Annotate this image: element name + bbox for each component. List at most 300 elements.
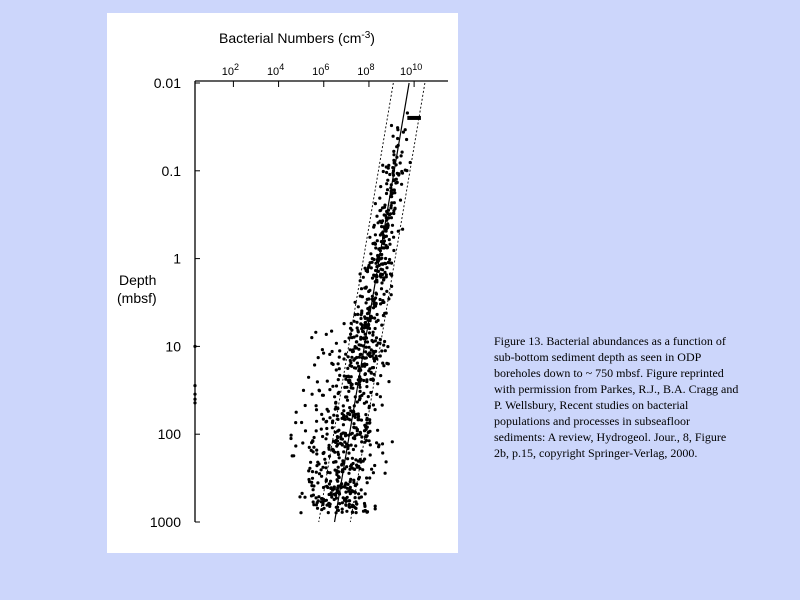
data-point bbox=[355, 356, 358, 359]
data-point bbox=[388, 261, 391, 264]
data-point bbox=[364, 324, 367, 327]
data-point bbox=[329, 503, 332, 506]
data-point bbox=[341, 412, 344, 415]
data-point bbox=[347, 355, 350, 358]
data-point bbox=[373, 258, 376, 261]
data-point bbox=[344, 491, 347, 494]
regression-line bbox=[335, 83, 410, 522]
data-point bbox=[390, 293, 393, 296]
data-point bbox=[355, 511, 358, 514]
data-point bbox=[340, 433, 343, 436]
data-point bbox=[346, 457, 349, 460]
data-point bbox=[362, 379, 365, 382]
data-point bbox=[331, 385, 334, 388]
data-point bbox=[372, 403, 375, 406]
data-point bbox=[310, 481, 313, 484]
data-point bbox=[401, 228, 404, 231]
data-point bbox=[352, 422, 355, 425]
data-point bbox=[347, 390, 350, 393]
data-point bbox=[385, 273, 388, 276]
data-point bbox=[316, 461, 319, 464]
data-point bbox=[338, 502, 341, 505]
data-point bbox=[315, 429, 318, 432]
data-point bbox=[401, 172, 404, 175]
data-point bbox=[355, 321, 358, 324]
data-point bbox=[350, 322, 353, 325]
data-point bbox=[298, 495, 301, 498]
data-point bbox=[397, 230, 400, 233]
data-point bbox=[409, 161, 412, 164]
data-point bbox=[356, 313, 359, 316]
data-point bbox=[193, 401, 196, 404]
data-point bbox=[335, 368, 338, 371]
data-point bbox=[356, 428, 359, 431]
data-point bbox=[335, 342, 338, 345]
x-tick-label: $10^6$ bbox=[312, 62, 330, 78]
data-point bbox=[379, 209, 382, 212]
data-point bbox=[322, 486, 325, 489]
data-point bbox=[384, 262, 387, 265]
data-point bbox=[388, 173, 391, 176]
data-point bbox=[334, 402, 337, 405]
data-point bbox=[341, 459, 344, 462]
data-point bbox=[336, 418, 339, 421]
data-point bbox=[375, 393, 378, 396]
data-point bbox=[388, 213, 391, 216]
data-point bbox=[393, 191, 396, 194]
data-point bbox=[359, 338, 362, 341]
data-point bbox=[327, 511, 330, 514]
data-point bbox=[328, 444, 331, 447]
data-point bbox=[344, 340, 347, 343]
data-point bbox=[378, 197, 381, 200]
data-point bbox=[369, 391, 372, 394]
y-tick-label: 1000 bbox=[149, 514, 181, 530]
data-point bbox=[354, 491, 357, 494]
x-tick-label: $10^4$ bbox=[266, 62, 285, 78]
data-point bbox=[387, 362, 390, 365]
data-point bbox=[365, 378, 368, 381]
data-point bbox=[300, 421, 303, 424]
scatter-chart bbox=[107, 13, 458, 553]
data-point bbox=[359, 353, 362, 356]
data-point bbox=[388, 258, 391, 261]
data-point bbox=[379, 338, 382, 341]
data-point bbox=[328, 353, 331, 356]
data-point bbox=[369, 355, 372, 358]
data-point bbox=[315, 404, 318, 407]
data-point bbox=[358, 343, 361, 346]
data-point bbox=[365, 476, 368, 479]
data-point bbox=[193, 393, 196, 396]
data-point bbox=[315, 449, 318, 452]
data-point bbox=[336, 414, 339, 417]
data-point bbox=[385, 171, 388, 174]
data-point bbox=[360, 394, 363, 397]
data-point bbox=[318, 472, 321, 475]
data-point bbox=[358, 467, 361, 470]
data-point bbox=[330, 330, 333, 333]
data-point bbox=[307, 376, 310, 379]
data-point bbox=[365, 301, 368, 304]
data-point bbox=[299, 511, 302, 514]
data-point bbox=[337, 466, 340, 469]
data-point bbox=[372, 471, 375, 474]
data-point bbox=[313, 436, 316, 439]
data-point bbox=[392, 150, 395, 153]
y-tick-label: 10 bbox=[165, 338, 181, 355]
data-point bbox=[377, 443, 380, 446]
data-point bbox=[379, 233, 382, 236]
figure-panel bbox=[107, 13, 458, 553]
data-point bbox=[373, 317, 376, 320]
data-point bbox=[378, 220, 381, 223]
data-point bbox=[331, 350, 334, 353]
data-point bbox=[347, 472, 350, 475]
data-point bbox=[337, 362, 340, 365]
data-point bbox=[193, 384, 196, 387]
data-point bbox=[344, 500, 347, 503]
data-point bbox=[353, 426, 356, 429]
data-point bbox=[304, 429, 307, 432]
data-point bbox=[348, 506, 351, 509]
data-point bbox=[369, 453, 372, 456]
data-point bbox=[374, 507, 377, 510]
data-point bbox=[357, 412, 360, 415]
data-point bbox=[328, 448, 331, 451]
data-point bbox=[366, 307, 369, 310]
data-point bbox=[399, 161, 402, 164]
data-point bbox=[351, 466, 354, 469]
data-point bbox=[370, 316, 373, 319]
data-point bbox=[338, 374, 341, 377]
data-point bbox=[353, 366, 356, 369]
data-point bbox=[360, 450, 363, 453]
data-point bbox=[366, 422, 369, 425]
data-point bbox=[372, 352, 375, 355]
data-point bbox=[193, 398, 196, 401]
data-point bbox=[382, 364, 385, 367]
data-point bbox=[329, 471, 332, 474]
data-point bbox=[360, 287, 363, 290]
data-point bbox=[342, 423, 345, 426]
data-point bbox=[316, 481, 319, 484]
data-point bbox=[354, 301, 357, 304]
data-point bbox=[344, 418, 347, 421]
data-point bbox=[333, 498, 336, 501]
data-point bbox=[379, 374, 382, 377]
data-point bbox=[369, 443, 372, 446]
data-point bbox=[375, 357, 378, 360]
data-point bbox=[379, 273, 382, 276]
data-point bbox=[341, 511, 344, 514]
data-point bbox=[366, 481, 369, 484]
data-point bbox=[374, 327, 377, 330]
data-point bbox=[344, 434, 347, 437]
data-point bbox=[331, 421, 334, 424]
data-point bbox=[337, 391, 340, 394]
data-point bbox=[375, 302, 378, 305]
data-point bbox=[381, 268, 384, 271]
data-point bbox=[402, 131, 405, 134]
data-point bbox=[348, 364, 351, 367]
data-point bbox=[315, 408, 318, 411]
data-point bbox=[371, 261, 374, 264]
data-point bbox=[376, 239, 379, 242]
data-point bbox=[383, 213, 386, 216]
data-point bbox=[374, 505, 377, 508]
data-point bbox=[368, 439, 371, 442]
data-point bbox=[380, 263, 383, 266]
data-point bbox=[378, 342, 381, 345]
data-point bbox=[295, 411, 298, 414]
data-point bbox=[390, 231, 393, 234]
data-point bbox=[387, 297, 390, 300]
data-point bbox=[334, 469, 337, 472]
data-point bbox=[365, 286, 368, 289]
data-point bbox=[334, 460, 337, 463]
y-tick-label: 1 bbox=[173, 250, 181, 267]
data-point bbox=[374, 246, 377, 249]
data-point bbox=[392, 153, 395, 156]
data-point bbox=[335, 445, 338, 448]
data-point bbox=[340, 463, 343, 466]
data-point bbox=[352, 481, 355, 484]
data-point bbox=[329, 480, 332, 483]
data-point bbox=[324, 466, 327, 469]
data-point bbox=[371, 242, 374, 245]
data-point bbox=[334, 494, 337, 497]
data-point bbox=[363, 429, 366, 432]
data-point bbox=[336, 478, 339, 481]
data-point bbox=[363, 504, 366, 507]
data-point bbox=[344, 353, 347, 356]
data-point bbox=[376, 382, 379, 385]
data-point bbox=[340, 443, 343, 446]
data-point bbox=[364, 372, 367, 375]
data-point bbox=[365, 418, 368, 421]
data-point bbox=[364, 509, 367, 512]
data-point bbox=[343, 441, 346, 444]
data-point bbox=[405, 169, 408, 172]
data-point bbox=[375, 336, 378, 339]
data-point bbox=[328, 388, 331, 391]
data-point bbox=[193, 345, 196, 348]
data-point bbox=[359, 317, 362, 320]
data-point bbox=[392, 209, 395, 212]
data-point bbox=[351, 504, 354, 507]
data-point bbox=[289, 437, 292, 440]
data-point bbox=[309, 461, 312, 464]
data-point bbox=[318, 389, 321, 392]
data-point bbox=[390, 216, 393, 219]
data-point bbox=[362, 276, 365, 279]
data-point bbox=[348, 503, 351, 506]
data-point bbox=[358, 476, 361, 479]
data-point bbox=[381, 451, 384, 454]
y-tick-label: 0.01 bbox=[153, 75, 181, 91]
data-point bbox=[341, 501, 344, 504]
data-point bbox=[330, 491, 333, 494]
data-point bbox=[374, 339, 377, 342]
data-point bbox=[314, 331, 317, 334]
data-point bbox=[382, 246, 385, 249]
data-point bbox=[364, 435, 367, 438]
data-point bbox=[375, 344, 378, 347]
data-point bbox=[379, 275, 382, 278]
data-point bbox=[355, 340, 358, 343]
data-point bbox=[326, 486, 329, 489]
data-point bbox=[393, 188, 396, 191]
data-point bbox=[316, 380, 319, 383]
y-axis-ticks bbox=[150, 75, 200, 530]
data-point bbox=[345, 465, 348, 468]
data-point bbox=[376, 313, 379, 316]
data-point bbox=[346, 496, 349, 499]
data-point bbox=[325, 333, 328, 336]
data-point bbox=[301, 441, 304, 444]
data-point bbox=[380, 281, 383, 284]
data-point bbox=[310, 449, 313, 452]
data-point bbox=[367, 395, 370, 398]
data-point bbox=[348, 336, 351, 339]
data-point bbox=[351, 511, 354, 514]
data-point bbox=[345, 386, 348, 389]
data-point bbox=[383, 239, 386, 242]
data-point bbox=[374, 262, 377, 265]
data-point bbox=[360, 435, 363, 438]
data-point bbox=[354, 484, 357, 487]
data-point bbox=[338, 367, 341, 370]
data-point bbox=[315, 420, 318, 423]
regression-line-group bbox=[335, 83, 421, 522]
data-point bbox=[350, 356, 353, 359]
data-point bbox=[359, 458, 362, 461]
data-point bbox=[384, 472, 387, 475]
data-point bbox=[373, 373, 376, 376]
data-point bbox=[381, 442, 384, 445]
data-point bbox=[375, 293, 378, 296]
data-point bbox=[349, 359, 352, 362]
data-point bbox=[342, 450, 345, 453]
data-point bbox=[367, 264, 370, 267]
data-point bbox=[359, 295, 362, 298]
data-point bbox=[341, 508, 344, 511]
data-point bbox=[382, 170, 385, 173]
data-point bbox=[383, 340, 386, 343]
data-point bbox=[392, 212, 395, 215]
data-point bbox=[381, 164, 384, 167]
data-point bbox=[366, 312, 369, 315]
data-point bbox=[379, 354, 382, 357]
data-point bbox=[327, 410, 330, 413]
data-point bbox=[336, 430, 339, 433]
data-point bbox=[326, 433, 329, 436]
data-point bbox=[320, 475, 323, 478]
data-point bbox=[323, 458, 326, 461]
data-point bbox=[375, 215, 378, 218]
data-point bbox=[391, 166, 394, 169]
data-point bbox=[372, 331, 375, 334]
data-point bbox=[330, 486, 333, 489]
figure-caption: Figure 13. Bacterial abundances as a function of sub-bottom sediment depth as seen in ODP boreholes down to ~ 750 mbsf. Figure reprinted with permission from Parkes, R.J., B.A. Cragg and P. Wellsbury, Recent studies on bacterial populations and processes in subseafloor sediments: A review, Hydrogeol. Jour., 8, Figure 2b, p.15, copyright Springer-Verlag, 2000. bbox=[494, 334, 739, 460]
data-point bbox=[302, 389, 305, 392]
data-point bbox=[363, 458, 366, 461]
data-point bbox=[357, 305, 360, 308]
data-point bbox=[379, 298, 382, 301]
data-point bbox=[356, 362, 359, 365]
data-point bbox=[381, 404, 384, 407]
data-points bbox=[193, 111, 411, 514]
data-point bbox=[375, 441, 378, 444]
data-point bbox=[315, 452, 318, 455]
data-point bbox=[353, 336, 356, 339]
data-point bbox=[326, 380, 329, 383]
data-point bbox=[374, 408, 377, 411]
data-point bbox=[396, 128, 399, 131]
data-point bbox=[346, 399, 349, 402]
data-point bbox=[390, 124, 393, 127]
data-point bbox=[371, 334, 374, 337]
x-tick-label: $10^{10}$ bbox=[399, 62, 423, 78]
data-point bbox=[396, 181, 399, 184]
data-point bbox=[333, 487, 336, 490]
data-point bbox=[338, 356, 341, 359]
data-point bbox=[325, 427, 328, 430]
data-point bbox=[312, 484, 315, 487]
data-point bbox=[385, 182, 388, 185]
data-point bbox=[389, 272, 392, 275]
data-point bbox=[357, 492, 360, 495]
plot-frame bbox=[195, 81, 448, 522]
x-tick-label: $10^2$ bbox=[221, 62, 240, 78]
data-point bbox=[337, 453, 340, 456]
data-point bbox=[369, 252, 372, 255]
data-point bbox=[386, 345, 389, 348]
data-point bbox=[331, 448, 334, 451]
data-point bbox=[385, 244, 388, 247]
data-point bbox=[348, 406, 351, 409]
data-point bbox=[368, 236, 371, 239]
data-point bbox=[364, 350, 367, 353]
data-point bbox=[370, 266, 373, 269]
data-point bbox=[386, 179, 389, 182]
data-point bbox=[330, 496, 333, 499]
data-point bbox=[353, 434, 356, 437]
data-point bbox=[338, 456, 341, 459]
data-point bbox=[311, 439, 314, 442]
data-point bbox=[368, 405, 371, 408]
y-axis-title-line1: Depth bbox=[119, 272, 157, 288]
data-point bbox=[386, 188, 389, 191]
data-point bbox=[317, 356, 320, 359]
data-point bbox=[361, 323, 364, 326]
data-point bbox=[365, 346, 368, 349]
data-point bbox=[320, 413, 323, 416]
data-point bbox=[377, 248, 380, 251]
data-point bbox=[380, 349, 383, 352]
data-point bbox=[385, 224, 388, 227]
data-point bbox=[390, 285, 393, 288]
data-point bbox=[387, 380, 390, 383]
data-point bbox=[335, 384, 338, 387]
data-point bbox=[317, 499, 320, 502]
data-point bbox=[379, 395, 382, 398]
data-point bbox=[349, 478, 352, 481]
data-point bbox=[325, 420, 328, 423]
data-point bbox=[342, 404, 345, 407]
y-axis-title-line2: (mbsf) bbox=[117, 290, 157, 306]
